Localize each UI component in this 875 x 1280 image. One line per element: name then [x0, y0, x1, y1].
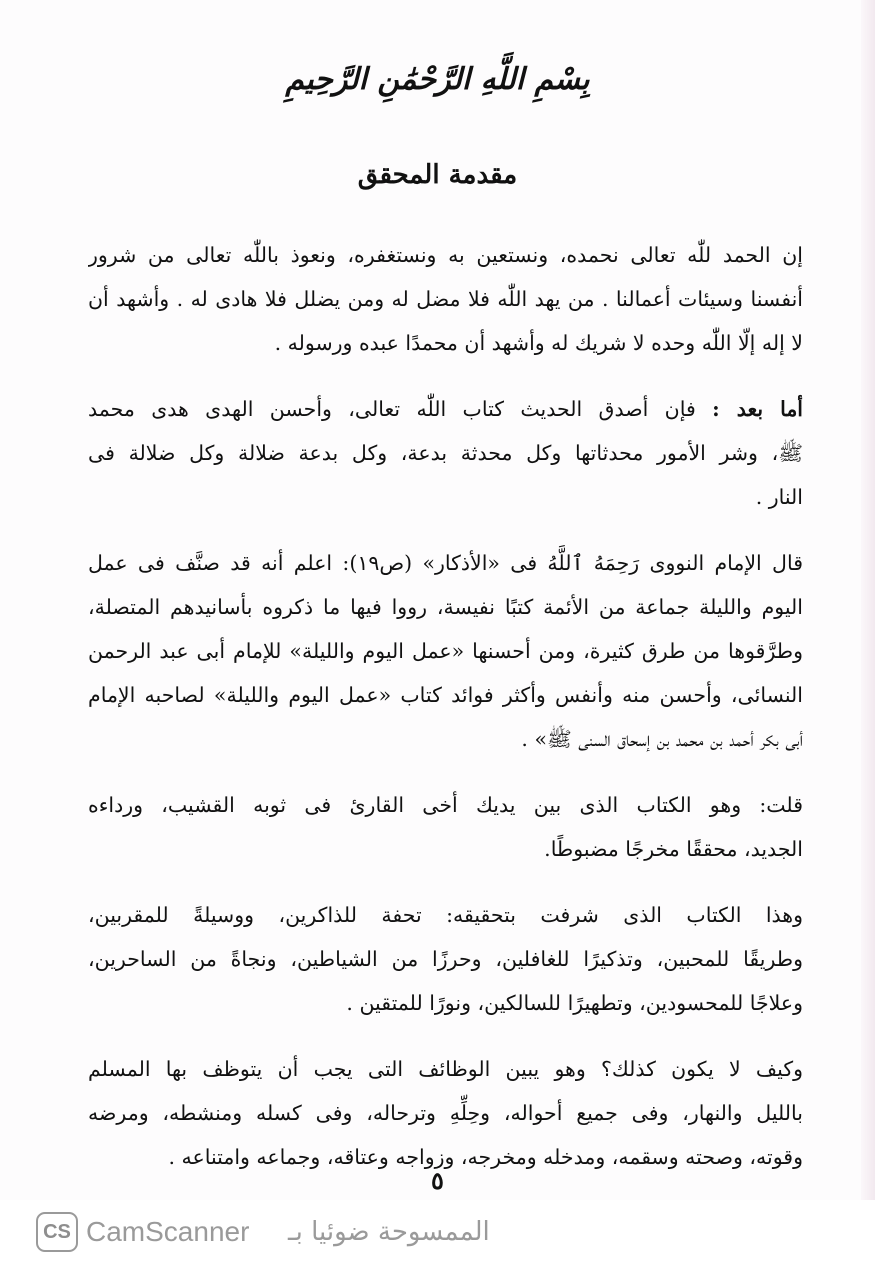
page-title: مقدمة المحقق [357, 160, 518, 190]
body-text [88, 233, 803, 1201]
text-line: النار . [755, 485, 803, 509]
paragraph-lead: أما بعد : [712, 397, 803, 421]
text-line: ﷺ، وشر الأمور محدثاتها وكل محدثة بدعة، وكل بدعة ضلالة وكل ضلالة فى [88, 441, 803, 465]
text-line: وطريقًا للمحبين، وتذكيرًا للغافلين، وحرزًا من الشياطين، ونجاةً من الساحرين، [88, 947, 803, 971]
paragraph-1 [88, 233, 803, 365]
text-line: النسائى، وأحسن منه وأنفس وأكثر فوائد كتاب «عمل اليوم والليلة» لصاحبه الإمام [88, 683, 803, 707]
paragraph-5 [88, 893, 803, 1025]
paragraph-2 [88, 387, 803, 519]
text-line: قال الإمام النووى رَحِمَهُ ٱللَّهُ فى «الأذكار» (ص١٩): اعلم أنه قد صنَّف فى عمل [88, 551, 803, 575]
scanner-watermark [0, 1200, 875, 1280]
text-segment: فإن أصدق الحديث كتاب اللّٰه تعالى، وأحسن الهدى هدى محمد [88, 397, 713, 421]
paragraph-3 [88, 541, 803, 761]
camscanner-logo-icon: CS [36, 1212, 78, 1252]
text-line [88, 387, 803, 431]
text-line: أنفسنا وسيئات أعمالنا . من يهد اللّٰه فلا مضل له ومن يضلل فلا هادى له . وأشهد أن [88, 287, 803, 311]
text-line: وكيف لا يكون كذلك؟ وهو يبين الوظائف التى يجب أن يتوظف بها المسلم [88, 1057, 803, 1081]
text-line: لا إله إلّا اللّٰه وحده لا شريك له وأشهد أن محمدًا عبده ورسوله . [274, 331, 803, 355]
watermark-brand: CamScanner [86, 1216, 250, 1247]
page-number: ٥ [431, 1166, 444, 1195]
text-line: الجديد، محققًا مخرجًا مضبوطًا. [544, 837, 803, 861]
text-line: وطرَّقوها من طرق كثيرة، ومن أحسنها «عمل اليوم والليلة» للإمام أبى عبد الرحمن [88, 639, 803, 663]
text-line: أبى بكر أحمد بن محمد بن إسحاق السنى ﷺ» . [521, 727, 803, 751]
text-line: اليوم والليلة جماعة من الأئمة كتبًا نفيسة، رووا فيها ما ذكروه بأسانيدهم المتصلة، [88, 595, 803, 619]
paragraph-4 [88, 783, 803, 871]
text-line: إن الحمد للّٰه تعالى نحمده، ونستعين به ونستغفره، ونعوذ باللّٰه تعالى من شرور [88, 243, 803, 267]
text-line: وعلاجًا للمحسودين، وتطهيرًا للسالكين، ونورًا للمتقين . [346, 991, 803, 1015]
paragraph-6 [88, 1047, 803, 1179]
watermark-caption: الممسوحة ضوئيا بـ [288, 1217, 490, 1247]
text-line: وقوته، وصحته وسقمه، ومدخله ومخرجه، وزواجه وعتاقه، وجماعه وامتناعه . [168, 1145, 803, 1169]
text-line: بالليل والنهار، وفى جميع أحواله، وحِلِّهِ وترحاله، وفى كسله ومنشطه، ومرضه [88, 1101, 803, 1125]
text-line: وهذا الكتاب الذى شرفت بتحقيقه: تحفة للذاكرين، ووسيلةً للمقربين، [88, 903, 803, 927]
text-line: قلت: وهو الكتاب الذى بين يديك أخى القارئ فى ثوبه القشيب، ورداءه [88, 793, 803, 817]
basmala-heading: بِسْمِ اللَّهِ الرَّحْمَٰنِ الرَّحِيمِ [285, 62, 590, 97]
